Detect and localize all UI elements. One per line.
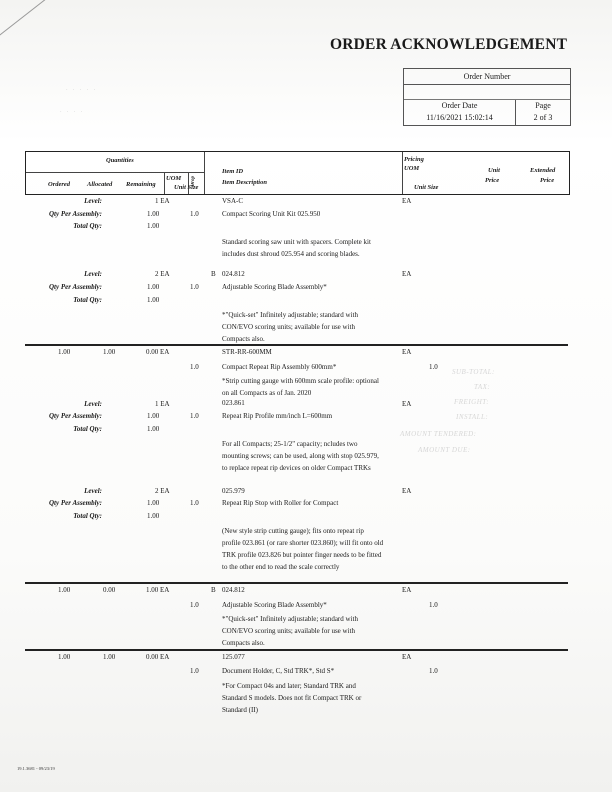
ordered-value: 1.00 (58, 653, 71, 661)
item-note: For all Compacts; 25-1/2" capacity; ncludes two mounting screws; can be used, along with stop 025.979, to replace repeat rip devices on older Compact TRKs (222, 440, 379, 472)
remaining-value: 1.00 EA (146, 586, 170, 594)
line-separator (25, 344, 568, 346)
level-label: Level: (84, 400, 102, 408)
bleed-amount-due: AMOUNT DUE: (418, 446, 471, 454)
pricing-uom: EA (402, 348, 412, 356)
qty-per-assembly-label: Qty Per Assembly: (48, 210, 102, 218)
order-info-box (403, 68, 571, 126)
allocated-value: 1.00 (103, 653, 116, 661)
total-qty-label: Total Qty: (73, 425, 102, 433)
drop-value: B (211, 586, 216, 594)
item-id: 024.812 (222, 586, 245, 594)
col-unit-price-2: Price (485, 177, 500, 184)
unit-size-value: 1.0 (190, 283, 199, 291)
col-uom: UOM (166, 175, 182, 182)
total-qty-value: 1.00 (147, 222, 160, 230)
bleed-freight: FREIGHT: (454, 398, 490, 406)
order-date-cell (404, 100, 515, 125)
col-extended-price-2: Price (540, 177, 555, 184)
faded-address-mark: · · · · · (66, 88, 98, 93)
item-id: STR-RR-600MM (222, 348, 272, 356)
total-qty-label: Total Qty: (73, 512, 102, 520)
pricing-unit-size: 1.0 (429, 667, 438, 675)
qty-per-assembly-label: Qty Per Assembly: (48, 499, 102, 507)
order-date-value: 11/16/2021 15:02:14 (426, 113, 493, 122)
line-separator (25, 649, 568, 651)
total-qty-value: 1.00 (147, 512, 160, 520)
col-item-id: Item ID (222, 168, 244, 175)
form-code: 19.1.3681 - 09/23/19 (17, 766, 55, 771)
ordered-value: 1.00 (58, 348, 71, 356)
col-allocated: Allocated (87, 181, 113, 188)
item-description: Compact Scoring Unit Kit 025.950 (222, 210, 321, 218)
bleed-amount-tendered: AMOUNT TENDERED: (400, 430, 477, 438)
level-label: Level: (84, 487, 102, 495)
unit-size-value: 1.0 (190, 667, 199, 675)
allocated-value: 0.00 (103, 586, 116, 594)
unit-size-value: 1.0 (190, 499, 199, 507)
total-qty-label: Total Qty: (73, 222, 102, 230)
qty-per-assembly-label: Qty Per Assembly: (48, 283, 102, 291)
qty-per-assembly-value: 1.00 (147, 283, 160, 291)
item-note: (New style strip cutting gauge); fits onto repeat rip profile 023.861 (or rare shorter 023.860); will fit onto old TRK profile 023.826 but pointer finger needs to be fitted to the other end to read the scale correctly (222, 527, 384, 571)
level-value: 1 EA (155, 400, 170, 408)
page-title: ORDER ACKNOWLEDGEMENT (330, 36, 568, 53)
col-quantities: Quantities (106, 157, 134, 164)
remaining-value: 0.00 EA (146, 653, 170, 661)
item-note: *"Quick-set" Infinitely adjustable; standard with CON/EVO scoring units; available for use with Compacts also. (222, 311, 358, 343)
pricing-uom: EA (402, 400, 412, 408)
page-label: Page (535, 101, 551, 110)
item-note: *Strip cutting gauge with 600mm scale profile: optional on all Compacts as of Jan. 2020 (222, 377, 379, 397)
col-ordered: Ordered (48, 181, 71, 188)
qty-per-assembly-label: Qty Per Assembly: (48, 412, 102, 420)
pricing-uom: EA (402, 270, 412, 278)
item-id: VSA-C (222, 197, 244, 205)
order-date-label: Order Date (441, 101, 478, 110)
unit-size-value: 1.0 (190, 363, 199, 371)
qty-per-assembly-value: 1.00 (147, 210, 160, 218)
level-value: 2 EA (155, 270, 170, 278)
pricing-uom: EA (402, 197, 412, 205)
total-qty-label: Total Qty: (73, 296, 102, 304)
qty-per-assembly-value: 1.00 (147, 412, 160, 420)
bleed-sub-total: SUB-TOTAL: (452, 368, 495, 376)
item-description: Adjustable Scoring Blade Assembly* (222, 601, 327, 609)
remaining-value: 0.00 EA (146, 348, 170, 356)
total-qty-value: 1.00 (147, 296, 160, 304)
item-description: Adjustable Scoring Blade Assembly* (222, 283, 327, 291)
item-id: 125.077 (222, 653, 245, 661)
level-label: Level: (84, 270, 102, 278)
level-value: 1 EA (155, 197, 170, 205)
col-item-description: Item Description (222, 179, 267, 186)
qty-per-assembly-value: 1.00 (147, 499, 160, 507)
pricing-uom: EA (402, 586, 412, 594)
pricing-uom: EA (402, 653, 412, 661)
faded-address-mark: · · · · (60, 110, 85, 115)
item-id: 024.812 (222, 270, 245, 278)
item-description: Document Holder, C, Std TRK*, Std S* (222, 667, 335, 675)
col-pricing-unit-size: Unit Size (414, 184, 439, 191)
level-value: 2 EA (155, 487, 170, 495)
ordered-value: 1.00 (58, 586, 71, 594)
col-pricing: Pricing (404, 156, 424, 163)
pricing-unit-size: 1.0 (429, 363, 438, 371)
col-pricing-uom: UOM (404, 165, 420, 172)
item-description: Repeat Rip Stop with Roller for Compact (222, 499, 339, 507)
drop-value: B (211, 270, 216, 278)
item-id: 023.861 (222, 399, 245, 407)
col-unit-price: Unit (488, 167, 500, 174)
item-description: Compact Repeat Rip Assembly 600mm* (222, 363, 337, 371)
pricing-unit-size: 1.0 (429, 601, 438, 609)
item-note: Standard scoring saw unit with spacers. Complete kit includes dust shroud 025.954 and scoring blades. (222, 238, 371, 258)
page-value: 2 of 3 (533, 113, 553, 122)
total-qty-value: 1.00 (147, 425, 160, 433)
col-unit-size: Unit Size (174, 184, 199, 191)
item-note: *"Quick-set" Infinitely adjustable; standard with CON/EVO scoring units; available for use with Compacts also. (222, 615, 358, 647)
page-cell (515, 100, 570, 125)
pricing-uom: EA (402, 487, 412, 495)
line-separator (25, 582, 568, 584)
level-label: Level: (84, 197, 102, 205)
item-note: *For Compact 04s and later; Standard TRK and Standard S models. Does not fit Compact TRK or Standard (II) (222, 682, 362, 714)
order-number-label: Order Number (404, 69, 570, 85)
bleed-tax: TAX: (474, 383, 491, 391)
unit-size-value: 1.0 (190, 210, 199, 218)
col-extended-price: Extended (530, 167, 556, 174)
paper-fold-line (0, 0, 67, 51)
bleed-install: INSTALL: (456, 413, 489, 421)
allocated-value: 1.00 (103, 348, 116, 356)
order-number-value (404, 85, 570, 100)
table-header (25, 151, 570, 195)
col-drop: Drop (191, 176, 196, 187)
item-description: Repeat Rip Profile mm/inch L=600mm (222, 412, 333, 420)
unit-size-value: 1.0 (190, 601, 199, 609)
col-remaining: Remaining (126, 181, 156, 188)
unit-size-value: 1.0 (190, 412, 199, 420)
item-id: 025.979 (222, 487, 245, 495)
